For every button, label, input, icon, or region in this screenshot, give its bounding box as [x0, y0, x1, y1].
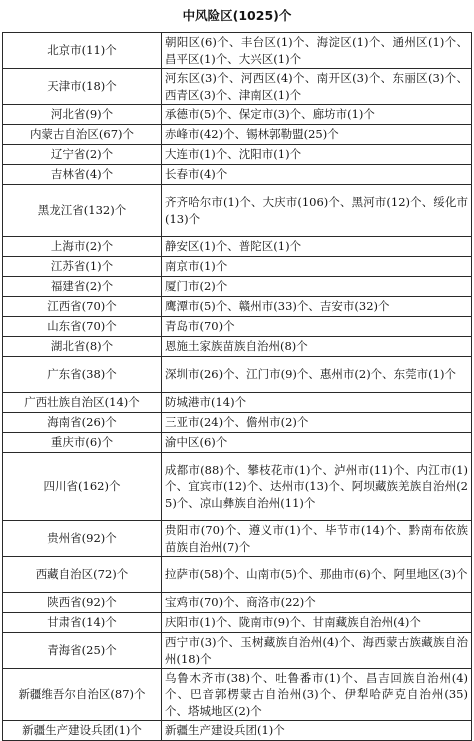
region-cell: 上海市(2)个	[3, 237, 162, 257]
region-cell: 内蒙古自治区(67)个	[3, 125, 162, 145]
detail-cell: 新疆生产建设兵团(1)个	[162, 721, 472, 741]
detail-cell: 防城港市(14)个	[162, 393, 472, 413]
region-cell: 江苏省(1)个	[3, 257, 162, 277]
detail-cell: 承德市(5)个、保定市(3)个、廊坊市(1)个	[162, 105, 472, 125]
risk-area-table-body	[3, 33, 472, 741]
table-row	[3, 145, 472, 165]
detail-cell: 南京市(1)个	[162, 257, 472, 277]
region-cell: 青海省(25)个	[3, 633, 162, 669]
region-cell: 广西壮族自治区(14)个	[3, 393, 162, 413]
table-row	[3, 125, 472, 145]
table-row	[3, 33, 472, 69]
detail-cell: 大连市(1)个、沈阳市(1)个	[162, 145, 472, 165]
detail-cell: 拉萨市(58)个、山南市(5)个、那曲市(6)个、阿里地区(3)个	[162, 557, 472, 593]
region-cell: 辽宁省(2)个	[3, 145, 162, 165]
region-cell: 新疆生产建设兵团(1)个	[3, 721, 162, 741]
region-cell: 北京市(11)个	[3, 33, 162, 69]
detail-cell: 静安区(1)个、普陀区(1)个	[162, 237, 472, 257]
region-cell: 湖北省(8)个	[3, 337, 162, 357]
table-row	[3, 105, 472, 125]
table-row	[3, 721, 472, 741]
detail-cell: 庆阳市(1)个、陇南市(9)个、甘南藏族自治州(4)个	[162, 613, 472, 633]
detail-cell: 鹰潭市(5)个、赣州市(33)个、吉安市(32)个	[162, 297, 472, 317]
table-row	[3, 317, 472, 337]
table-row	[3, 453, 472, 521]
region-cell: 重庆市(6)个	[3, 433, 162, 453]
table-row	[3, 557, 472, 593]
region-cell: 西藏自治区(72)个	[3, 557, 162, 593]
detail-cell: 渝中区(6)个	[162, 433, 472, 453]
table-row	[3, 521, 472, 557]
region-cell: 海南省(26)个	[3, 413, 162, 433]
region-cell: 黑龙江省(132)个	[3, 185, 162, 237]
table-row	[3, 393, 472, 413]
table-row	[3, 357, 472, 393]
detail-cell: 贵阳市(70)个、遵义市(1)个、毕节市(14)个、黔南布依族苗族自治州(7)个	[162, 521, 472, 557]
region-cell: 天津市(18)个	[3, 69, 162, 105]
table-row	[3, 165, 472, 185]
region-cell: 河北省(9)个	[3, 105, 162, 125]
detail-cell: 赤峰市(42)个、锡林郭勒盟(25)个	[162, 125, 472, 145]
detail-cell: 齐齐哈尔市(1)个、大庆市(106)个、黑河市(12)个、绥化市(13)个	[162, 185, 472, 237]
table-row	[3, 69, 472, 105]
detail-cell: 成都市(88)个、攀枝花市(1)个、泸州市(11)个、内江市(1)个、宜宾市(12)个、达州市(13)个、阿坝藏族羌族自治州(25)个、凉山彝族自治州(11)个	[162, 453, 472, 521]
table-row	[3, 237, 472, 257]
table-row	[3, 337, 472, 357]
region-cell: 甘肃省(14)个	[3, 613, 162, 633]
table-row	[3, 613, 472, 633]
region-cell: 山东省(70)个	[3, 317, 162, 337]
table-row	[3, 185, 472, 237]
risk-area-table	[2, 32, 472, 741]
detail-cell: 朝阳区(6)个、丰台区(1)个、海淀区(1)个、通州区(1)个、昌平区(1)个、大兴区(1)个	[162, 33, 472, 69]
table-row	[3, 277, 472, 297]
region-cell: 贵州省(92)个	[3, 521, 162, 557]
table-row	[3, 297, 472, 317]
table-row	[3, 413, 472, 433]
region-cell: 广东省(38)个	[3, 357, 162, 393]
sheet-title: 中风险区(1025)个	[182, 8, 292, 23]
region-cell: 陕西省(92)个	[3, 593, 162, 613]
detail-cell: 三亚市(24)个、儋州市(2)个	[162, 413, 472, 433]
detail-cell: 长春市(4)个	[162, 165, 472, 185]
detail-cell: 乌鲁木齐市(38)个、吐鲁番市(1)个、昌吉回族自治州(4)个、巴音郭楞蒙古自治州(3)个、伊犁哈萨克自治州(35)个、塔城地区(2)个	[162, 669, 472, 721]
detail-cell: 宝鸡市(70)个、商洛市(22)个	[162, 593, 472, 613]
region-cell: 四川省(162)个	[3, 453, 162, 521]
region-cell: 江西省(70)个	[3, 297, 162, 317]
region-cell: 福建省(2)个	[3, 277, 162, 297]
table-row	[3, 433, 472, 453]
table-row	[3, 593, 472, 613]
detail-cell: 青岛市(70)个	[162, 317, 472, 337]
detail-cell: 厦门市(2)个	[162, 277, 472, 297]
region-cell: 吉林省(4)个	[3, 165, 162, 185]
detail-cell: 深圳市(26)个、江门市(9)个、惠州市(2)个、东莞市(1)个	[162, 357, 472, 393]
detail-cell: 河东区(3)个、河西区(4)个、南开区(3)个、东丽区(3)个、西青区(3)个、津南区(1)个	[162, 69, 472, 105]
table-row	[3, 669, 472, 721]
table-row	[3, 257, 472, 277]
table-row	[3, 633, 472, 669]
region-cell: 新疆维吾尔自治区(87)个	[3, 669, 162, 721]
risk-area-sheet	[2, 0, 472, 741]
detail-cell: 恩施土家族苗族自治州(8)个	[162, 337, 472, 357]
detail-cell: 西宁市(3)个、玉树藏族自治州(4)个、海西蒙古族藏族自治州(18)个	[162, 633, 472, 669]
